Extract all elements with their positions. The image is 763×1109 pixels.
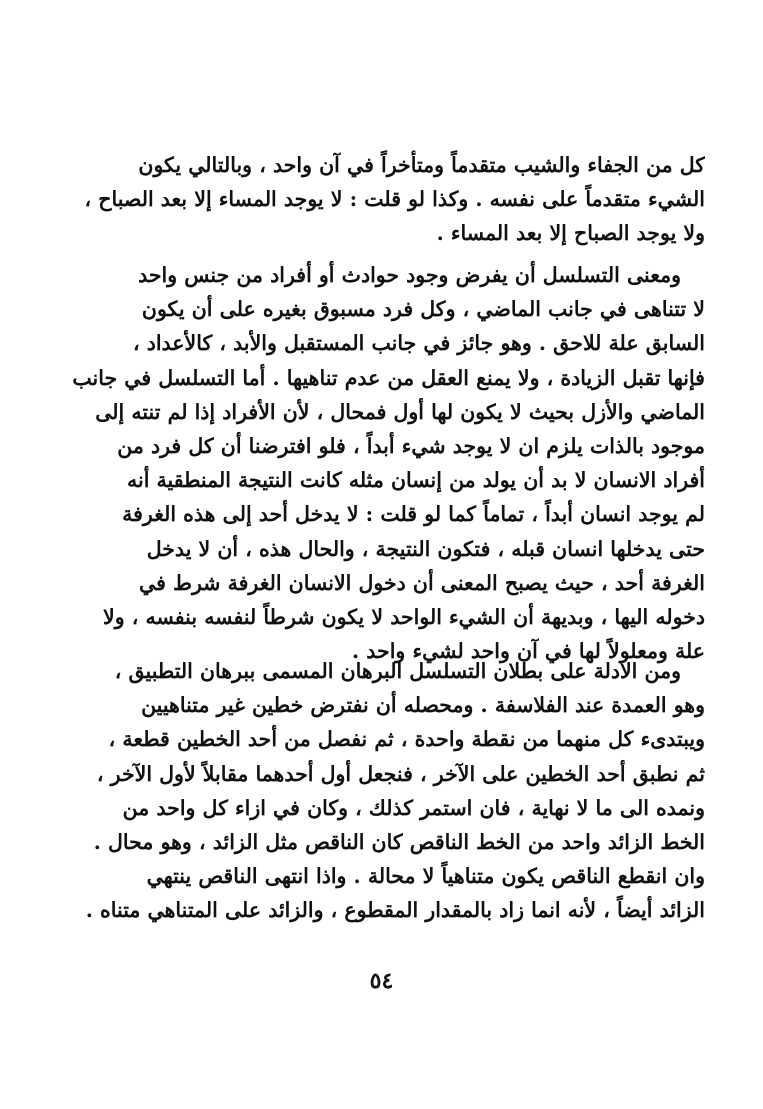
page-number: ٥٤ (369, 968, 394, 994)
paragraph-line: فإنها تقبل الزيادة ، ولا يمنع العقل من عدم تناهيها . أما التسلسل في جانب (72, 365, 705, 390)
paragraph-line: ولا يوجد الصباح إلا بعد المساء . (436, 221, 705, 246)
paragraph-line: ثم نطبق أحد الخطين على الآخر ، فنجعل أول أحدهما مقابلاً لأول الآخر ، (96, 761, 705, 786)
paragraph-line: أفراد الانسان لا بد أن يولد من إنسان مثله كانت النتيجة المنطقية أنه (127, 468, 705, 493)
paragraph-line: حتى يدخلها انسان قبله ، فتكون النتيجة ، والحال هذه ، أن لا يدخل (146, 536, 705, 561)
paragraph-line: ونمده الى ما لا نهاية ، فان استمر كذلك ، وكان في ازاء كل واحد من (122, 795, 705, 820)
paragraph-line: ويبتدىء كل منهما من نقطة واحدة ، ثم نفصل من أحد الخطين قطعة ، (108, 727, 705, 752)
paragraph-3 (60, 654, 705, 928)
paragraph-line: ومن الادلة على بطلان التسلسل البرهان المسمى ببرهان التطبيق ، (114, 659, 681, 683)
paragraph-line: السابق علة للاحق . وهو جائز في جانب المستقبل والأبد ، كالأعداد ، (132, 331, 705, 356)
paragraph-line: علة ومعلولاً لها في آن واحد لشيء واحد . (352, 639, 705, 664)
paragraph-line: الخط الزائد واحد من الخط الناقص كان الناقص مثل الزائد ، وهو محال . (93, 830, 705, 855)
paragraph-line: وهو العمدة عند الفلاسفة . ومحصله أن نفترض خطين غير متناهيين (141, 693, 705, 718)
paragraph-1 (60, 148, 705, 251)
paragraph-line: ومعنى التسلسل أن يفرض وجود حوادث أو أفراد من جنس واحد (138, 263, 681, 287)
paragraph-line: موجود بالذات يلزم ان لا يوجد شيء أبداً ، فلو افترضنا أن كل فرد من (117, 434, 705, 459)
paragraph-line: لا تتناهى في جانب الماضي ، وكل فرد مسبوق بغيره على أن يكون (141, 297, 705, 322)
paragraph-line: كل من الجفاء والشيب متقدماً ومتأخراً في آن واحد ، وبالتالي يكون (138, 153, 705, 177)
paragraph-2 (60, 258, 705, 668)
paragraph-line: لم يوجد انسان أبداً ، تماماً كما لو قلت : لا يدخل أحد إلى هذه الغرفة (122, 502, 705, 527)
paragraph-line: دخوله اليها ، وبديهة أن الشيء الواحد لا يكون شرطاً لنفسه بنفسه ، ولا (103, 605, 705, 630)
paragraph-line: الزائد أيضاً ، لأنه انما زاد بالمقدار المقطوع ، والزائد على المتناهي متناه . (85, 898, 705, 923)
paragraph-line: الماضي والأزل بحيث لا يكون لها أول فمحال ، لأن الأفراد إذا لم تنته إلى (95, 399, 705, 424)
paragraph-line: الغرفة أحد ، حيث يصبح المعنى أن دخول الانسان الغرفة شرط في (138, 570, 705, 595)
paragraph-line: الشيء متقدماً على نفسه . وكذا لو قلت : لا يوجد المساء إلا بعد الصباح ، (84, 187, 705, 212)
paragraph-line: وان انقطع الناقص يكون متناهياً لا محالة . واذا انتهى الناقص ينتهي (146, 864, 705, 889)
